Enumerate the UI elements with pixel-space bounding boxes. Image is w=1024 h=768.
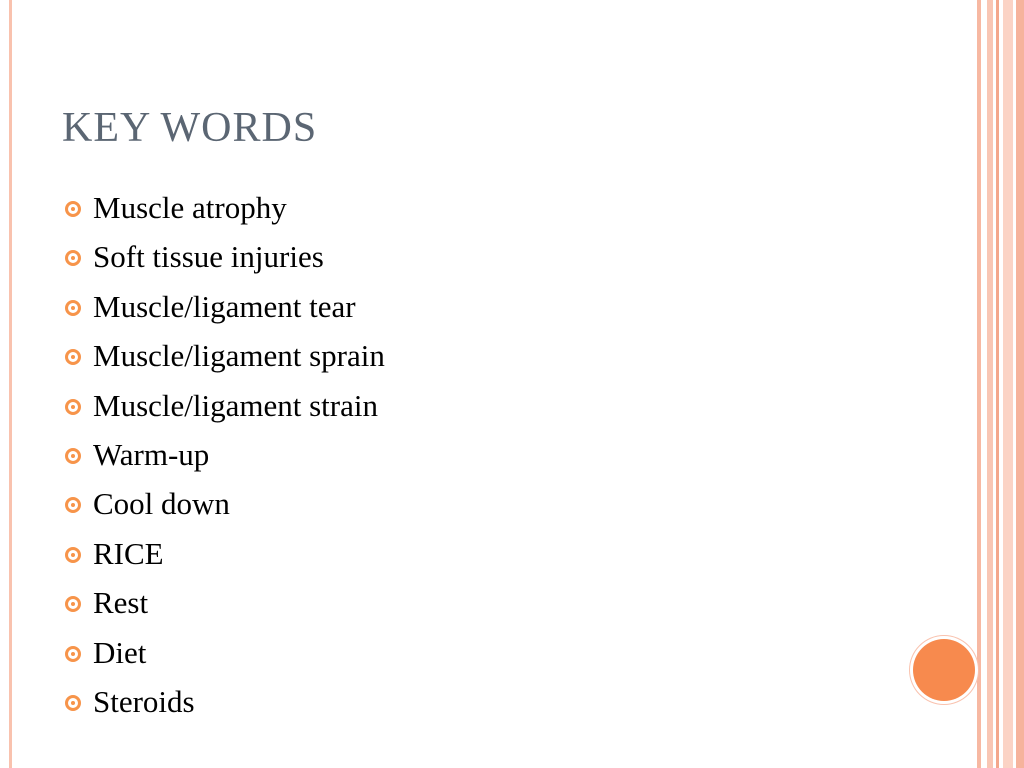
circle-bullet-icon	[65, 250, 81, 266]
right-decorative-rule	[1003, 0, 1013, 768]
bullet-item	[62, 531, 385, 580]
bullet-item	[62, 630, 385, 679]
circle-bullet-icon	[65, 646, 81, 662]
right-decorative-rule	[1016, 0, 1024, 768]
bullet-item	[62, 333, 385, 382]
bullet-item	[62, 284, 385, 333]
circle-bullet-icon	[65, 596, 81, 612]
bullet-list	[62, 185, 385, 728]
slide-title: KEY WORDS	[62, 105, 318, 151]
bullet-item	[62, 185, 385, 234]
circle-bullet-icon	[65, 300, 81, 316]
circle-bullet-icon	[65, 695, 81, 711]
right-decorative-rule	[977, 0, 981, 768]
circle-bullet-icon	[65, 547, 81, 563]
bullet-item	[62, 481, 385, 530]
circle-bullet-icon	[65, 497, 81, 513]
bullet-text: Muscle/ligament strain	[93, 387, 378, 423]
bullet-text: Warm-up	[93, 436, 210, 472]
bullet-item	[62, 580, 385, 629]
bullet-text: Diet	[93, 634, 147, 670]
bullet-text: Soft tissue injuries	[93, 239, 324, 275]
bullet-text: RICE	[93, 535, 164, 571]
bullet-text: Muscle atrophy	[93, 190, 287, 225]
bullet-item	[62, 234, 385, 283]
right-decorative-rule	[996, 0, 999, 768]
bullet-item	[62, 679, 385, 728]
right-decorative-rule	[987, 0, 993, 768]
bullet-text: Muscle/ligament sprain	[93, 338, 385, 374]
bullet-text: Cool down	[93, 486, 230, 522]
circle-bullet-icon	[65, 448, 81, 464]
bullet-text: Rest	[93, 585, 149, 621]
orange-circle-decoration	[913, 639, 975, 701]
left-decorative-rule	[9, 0, 12, 768]
circle-bullet-icon	[65, 201, 81, 217]
bullet-text: Muscle/ligament tear	[93, 288, 356, 324]
circle-bullet-icon	[65, 349, 81, 365]
bullet-item	[62, 432, 385, 481]
bullet-item	[62, 383, 385, 432]
bullet-text: Steroids	[93, 683, 195, 719]
circle-bullet-icon	[65, 399, 81, 415]
